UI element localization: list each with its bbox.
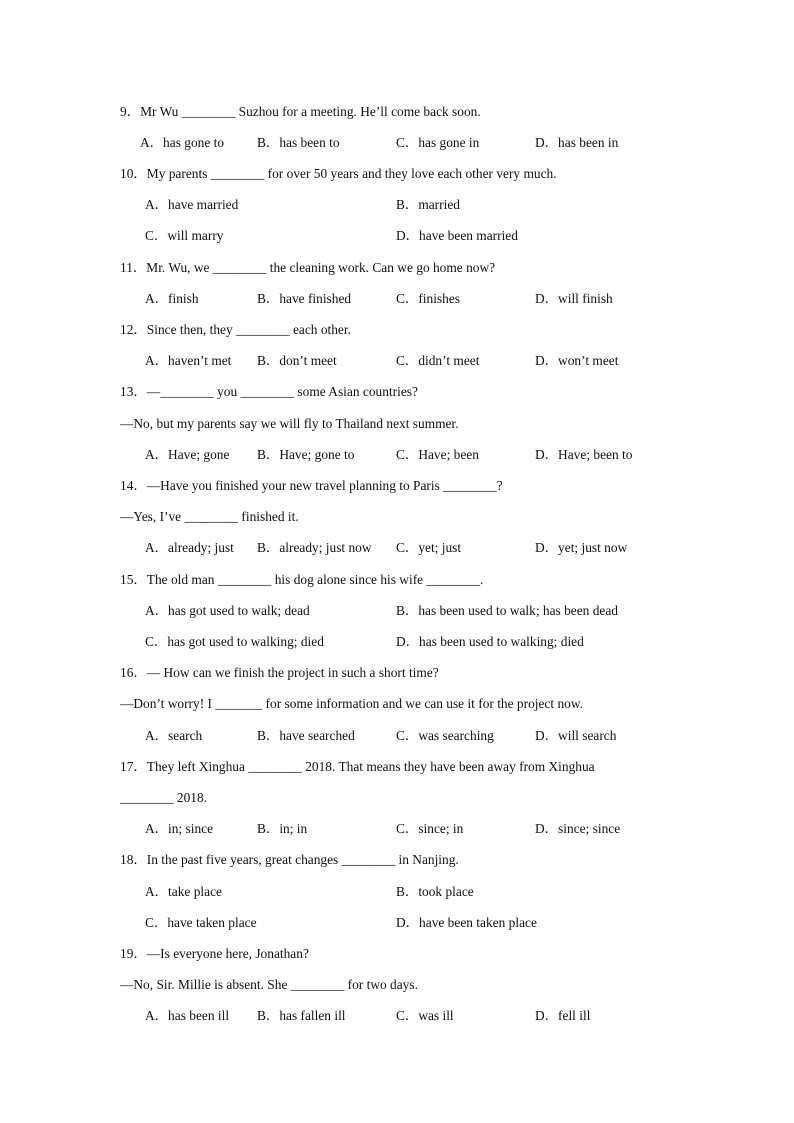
question-number: 14． bbox=[120, 478, 147, 493]
question-number: 15． bbox=[120, 572, 147, 587]
option-d: D．has been used to walking; died bbox=[396, 634, 584, 649]
question-text: —Have you finished your new travel planning to Paris ________? bbox=[146, 478, 503, 493]
question-text: — How can we finish the project in such a short time? bbox=[146, 665, 439, 680]
option-b: B．married bbox=[396, 197, 460, 212]
question-19-stem bbox=[120, 946, 309, 962]
question-number: 11． bbox=[120, 260, 147, 275]
option-b: B．don’t meet bbox=[257, 353, 337, 368]
option-a: A．has been ill bbox=[145, 1008, 230, 1023]
option-c: C．yet; just bbox=[396, 540, 462, 555]
question-18-stem bbox=[120, 852, 459, 868]
option-b: B．has fallen ill bbox=[257, 1008, 346, 1023]
question-text: Mr Wu ________ Suzhou for a meeting. He’ll come back soon. bbox=[140, 104, 481, 119]
option-c: C．have taken place bbox=[145, 915, 257, 930]
question-number: 10． bbox=[120, 166, 147, 181]
question-16-stem bbox=[120, 665, 439, 681]
question-text: They left Xinghua ________ 2018. That means they have been away from Xinghua bbox=[146, 759, 595, 774]
question-16-reply: —Don’t worry! I _______ for some information and we can use it for the project now. bbox=[120, 696, 583, 711]
option-b: B．has been used to walk; has been dead bbox=[396, 603, 618, 618]
question-number: 13． bbox=[120, 384, 147, 399]
option-c: C．has gone in bbox=[396, 135, 480, 150]
option-c: C．was ill bbox=[396, 1008, 454, 1023]
option-d: D．yet; just now bbox=[535, 540, 628, 555]
question-12-stem bbox=[120, 322, 351, 338]
question-number: 18． bbox=[120, 852, 147, 867]
option-d: D．since; since bbox=[535, 821, 621, 836]
option-d: D．have been taken place bbox=[396, 915, 537, 930]
option-d: D．have been married bbox=[396, 228, 518, 243]
question-14-reply: —Yes, I’ve ________ finished it. bbox=[120, 509, 299, 524]
option-a: A．have married bbox=[145, 197, 239, 212]
question-text: In the past five years, great changes ________ in Nanjing. bbox=[146, 852, 459, 867]
option-b: B．has been to bbox=[257, 135, 340, 150]
option-a: A．in; since bbox=[145, 821, 214, 836]
option-a: A．Have; gone bbox=[145, 447, 230, 462]
option-b: B．in; in bbox=[257, 821, 308, 836]
option-a: A．already; just bbox=[145, 540, 234, 555]
question-text: —________ you ________ some Asian countries? bbox=[146, 384, 418, 399]
question-number: 19． bbox=[120, 946, 147, 961]
option-d: D．will search bbox=[535, 728, 617, 743]
option-a: A．has gone to bbox=[140, 135, 225, 150]
question-14-stem bbox=[120, 478, 503, 494]
option-d: D．won’t meet bbox=[535, 353, 619, 368]
question-17-continuation: ________ 2018. bbox=[120, 790, 208, 805]
option-b: B．have searched bbox=[257, 728, 355, 743]
option-b: B．already; just now bbox=[257, 540, 372, 555]
question-text: Mr. Wu, we ________ the cleaning work. Can we go home now? bbox=[146, 260, 496, 275]
question-text: —Is everyone here, Jonathan? bbox=[146, 946, 309, 961]
question-number: 9． bbox=[120, 104, 141, 119]
question-11-stem bbox=[120, 260, 495, 276]
option-d: D．fell ill bbox=[535, 1008, 591, 1023]
question-13-stem bbox=[120, 384, 418, 400]
option-b: B．took place bbox=[396, 884, 474, 899]
option-c: C．will marry bbox=[145, 228, 224, 243]
question-number: 12． bbox=[120, 322, 147, 337]
question-9-stem bbox=[120, 104, 481, 120]
option-a: A．search bbox=[145, 728, 203, 743]
option-a: A．take place bbox=[145, 884, 222, 899]
question-number: 17． bbox=[120, 759, 147, 774]
question-text: The old man ________ his dog alone since his wife ________. bbox=[146, 572, 484, 587]
option-d: D．has been in bbox=[535, 135, 619, 150]
option-d: D．Have; been to bbox=[535, 447, 633, 462]
option-c: C．didn’t meet bbox=[396, 353, 480, 368]
option-d: D．will finish bbox=[535, 291, 613, 306]
question-17-stem bbox=[120, 759, 595, 775]
option-a: A．haven’t met bbox=[145, 353, 232, 368]
question-19-reply: —No, Sir. Millie is absent. She ________ for two days. bbox=[120, 977, 418, 992]
option-a: A．finish bbox=[145, 291, 199, 306]
question-15-stem bbox=[120, 572, 483, 588]
question-text: Since then, they ________ each other. bbox=[146, 322, 351, 337]
option-c: C．Have; been bbox=[396, 447, 479, 462]
option-b: B．have finished bbox=[257, 291, 352, 306]
option-c: C．since; in bbox=[396, 821, 464, 836]
option-c: C．was searching bbox=[396, 728, 494, 743]
option-c: C．finishes bbox=[396, 291, 460, 306]
option-b: B．Have; gone to bbox=[257, 447, 355, 462]
question-13-reply: —No, but my parents say we will fly to Thailand next summer. bbox=[120, 416, 459, 431]
question-10-stem bbox=[120, 166, 557, 182]
question-number: 16． bbox=[120, 665, 147, 680]
option-a: A．has got used to walk; dead bbox=[145, 603, 310, 618]
question-text: My parents ________ for over 50 years and they love each other very much. bbox=[146, 166, 557, 181]
option-c: C．has got used to walking; died bbox=[145, 634, 324, 649]
